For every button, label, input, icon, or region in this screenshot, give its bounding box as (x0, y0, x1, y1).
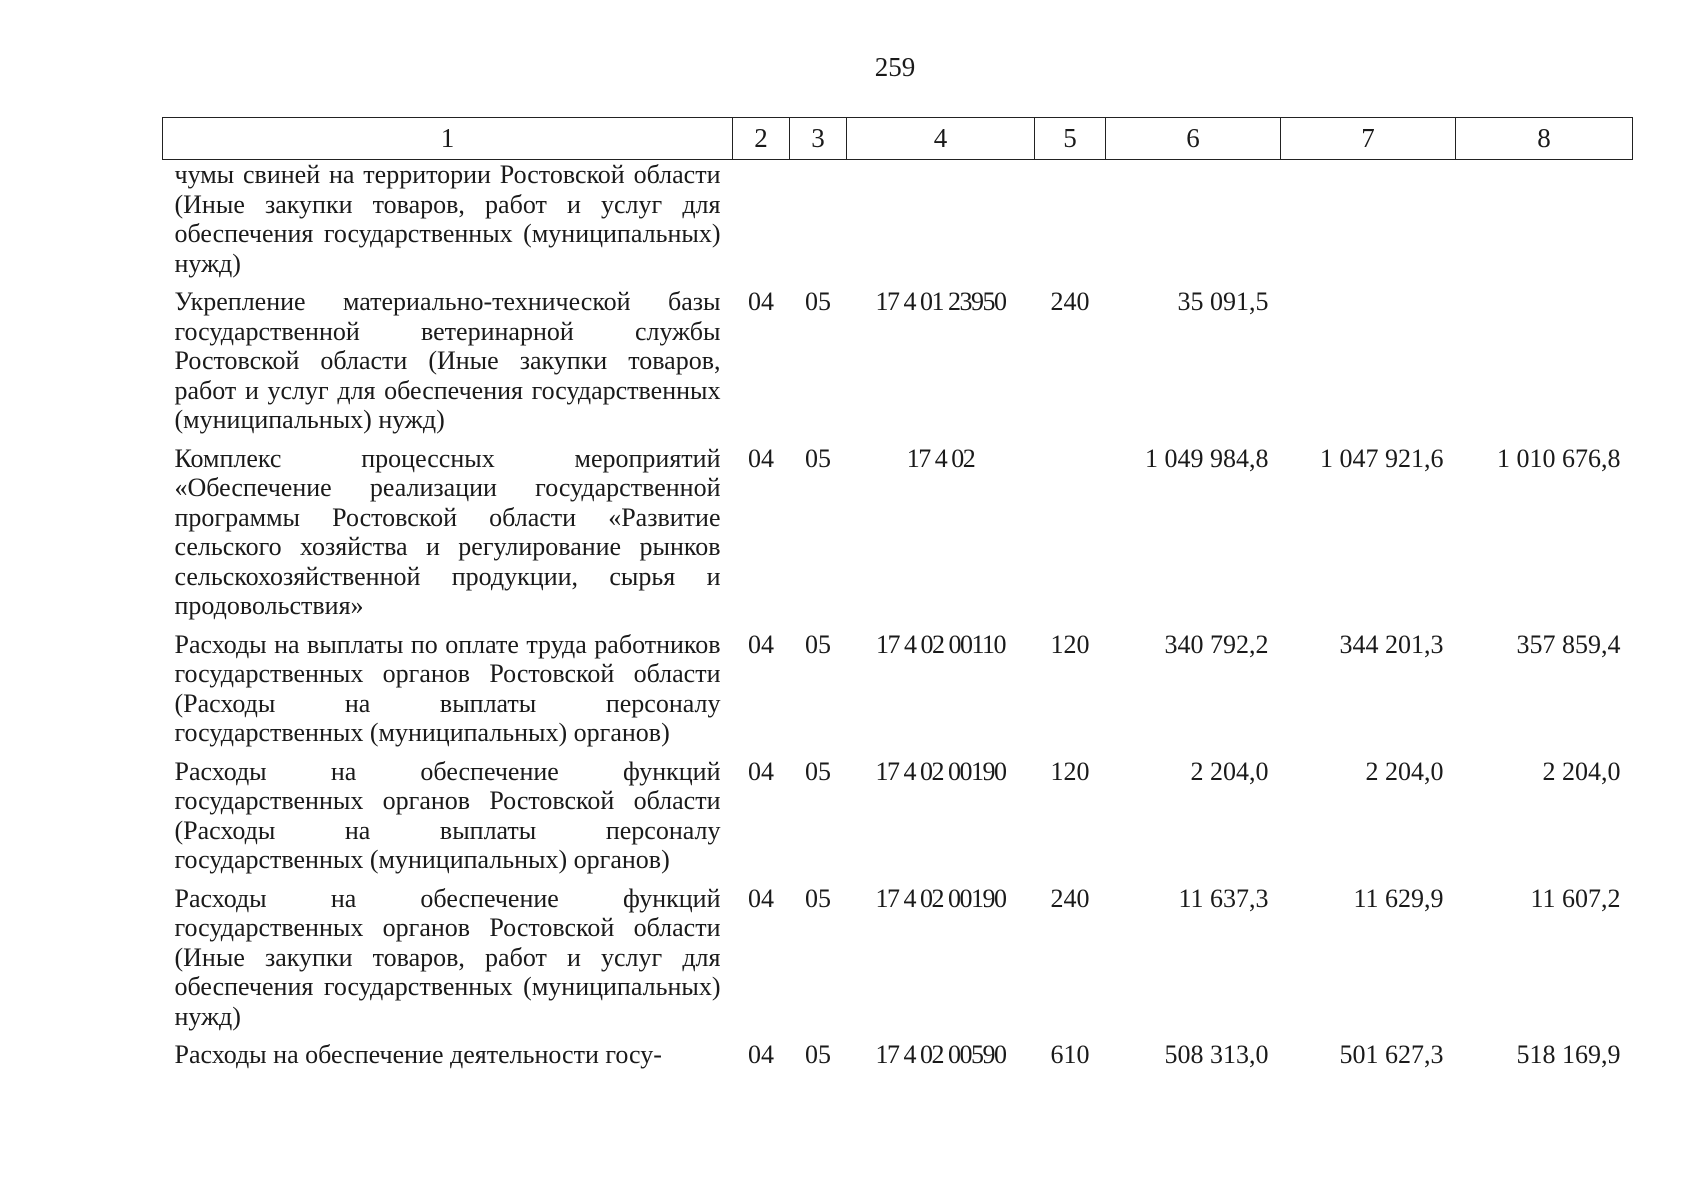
table-row (163, 287, 1633, 444)
header-col-4: 4 (847, 118, 1035, 160)
header-col-2: 2 (733, 118, 790, 160)
row-csr: 17 4 02 00590 (875, 1040, 1006, 1069)
row-value-8 (1456, 287, 1633, 444)
row-value-8: 11 607,2 (1530, 883, 1621, 913)
table-row (163, 1040, 1633, 1079)
row-description: чумы свиней на территории Ростовской области (Иные закупки товаров, работ и услуг для обеспечения государственных (муниципальных) нужд) (174, 160, 721, 278)
row-rz: 04 (748, 629, 774, 659)
row-value-8: 1 010 676,8 (1497, 443, 1621, 473)
row-csr: 17 4 02 00190 (875, 883, 1006, 913)
row-pr: 05 (805, 756, 831, 786)
table-header-row (163, 118, 1633, 160)
row-description: Расходы на выплаты по оплате труда работников государственных органов Ростовской области (Расходы на выплаты персоналу государственных (муниципальных) органов) (174, 629, 721, 747)
row-value-6: 1 049 984,8 (1145, 443, 1269, 473)
row-value-8 (1456, 160, 1633, 288)
table-row (163, 630, 1633, 757)
row-value-8: 2 204,0 (1542, 756, 1621, 786)
row-description: Укрепление материально-технической базы государственной ветеринарной службы Ростовской области (Иные закупки товаров, работ и услуг для обеспечения государственных (муниципальных) нужд) (174, 287, 721, 434)
row-rz: 04 (748, 287, 774, 316)
header-col-3: 3 (790, 118, 847, 160)
header-col-5: 5 (1035, 118, 1106, 160)
row-vr (1035, 444, 1106, 630)
row-rz: 04 (748, 443, 774, 473)
row-rz: 04 (748, 883, 774, 913)
row-csr: 17 4 02 00190 (875, 756, 1006, 786)
row-vr: 120 (1050, 756, 1090, 786)
table-row (163, 160, 1633, 288)
page-number: 259 (874, 52, 916, 82)
row-description: Расходы на обеспечение деятельности госу- (174, 1040, 662, 1069)
row-value-7: 1 047 921,6 (1320, 443, 1444, 473)
row-vr: 120 (1050, 629, 1090, 659)
row-csr: 17 4 02 00110 (875, 629, 1006, 659)
row-value-6: 2 204,0 (1190, 756, 1269, 786)
row-value-7 (1281, 287, 1456, 444)
row-value-7: 2 204,0 (1365, 756, 1444, 786)
row-value-8: 357 859,4 (1516, 629, 1621, 659)
row-pr: 05 (805, 883, 831, 913)
row-value-7: 344 201,3 (1339, 629, 1444, 659)
table-row (163, 884, 1633, 1041)
row-description: Расходы на обеспечение функций государственных органов Ростовской области (Иные закупки товаров, работ и услуг для обеспечения государственных (муниципальных) нужд) (174, 883, 721, 1031)
row-value-7: 501 627,3 (1339, 1040, 1444, 1069)
row-value-6: 340 792,2 (1164, 629, 1269, 659)
row-vr (1035, 160, 1106, 288)
row-pr: 05 (805, 287, 831, 316)
row-value-6: 35 091,5 (1177, 287, 1269, 316)
row-rz (733, 160, 790, 288)
row-vr: 240 (1050, 287, 1090, 316)
row-value-6: 11 637,3 (1178, 883, 1269, 913)
budget-table (162, 117, 1633, 1079)
header-col-7: 7 (1281, 118, 1456, 160)
row-value-6 (1106, 160, 1281, 288)
header-col-8: 8 (1456, 118, 1633, 160)
row-csr (847, 160, 1035, 288)
table-row (163, 757, 1633, 884)
row-value-7: 11 629,9 (1353, 883, 1444, 913)
row-value-7 (1281, 160, 1456, 288)
header-col-1: 1 (163, 118, 733, 160)
row-value-6: 508 313,0 (1164, 1040, 1269, 1069)
row-pr: 05 (805, 629, 831, 659)
header-col-6: 6 (1106, 118, 1281, 160)
row-pr (790, 160, 847, 288)
row-vr: 240 (1050, 883, 1090, 913)
row-rz: 04 (748, 1040, 774, 1069)
row-description: Комплекс процессных мероприятий «Обеспечение реализации государственной программы Ростовской области «Развитие сельского хозяйства и регулирование рынков сельскохозяйственной продукции, сырья и продовольствия» (174, 443, 721, 620)
row-pr: 05 (805, 443, 831, 473)
table-row (163, 444, 1633, 630)
row-rz: 04 (748, 756, 774, 786)
row-value-8: 518 169,9 (1516, 1040, 1621, 1069)
row-vr: 610 (1050, 1040, 1090, 1069)
row-csr: 17 4 01 23950 (875, 287, 1006, 316)
row-csr: 17 4 02 (906, 443, 975, 473)
row-pr: 05 (805, 1040, 831, 1069)
row-description: Расходы на обеспечение функций государственных органов Ростовской области (Расходы на выплаты персоналу государственных (муниципальных) органов) (174, 756, 721, 874)
